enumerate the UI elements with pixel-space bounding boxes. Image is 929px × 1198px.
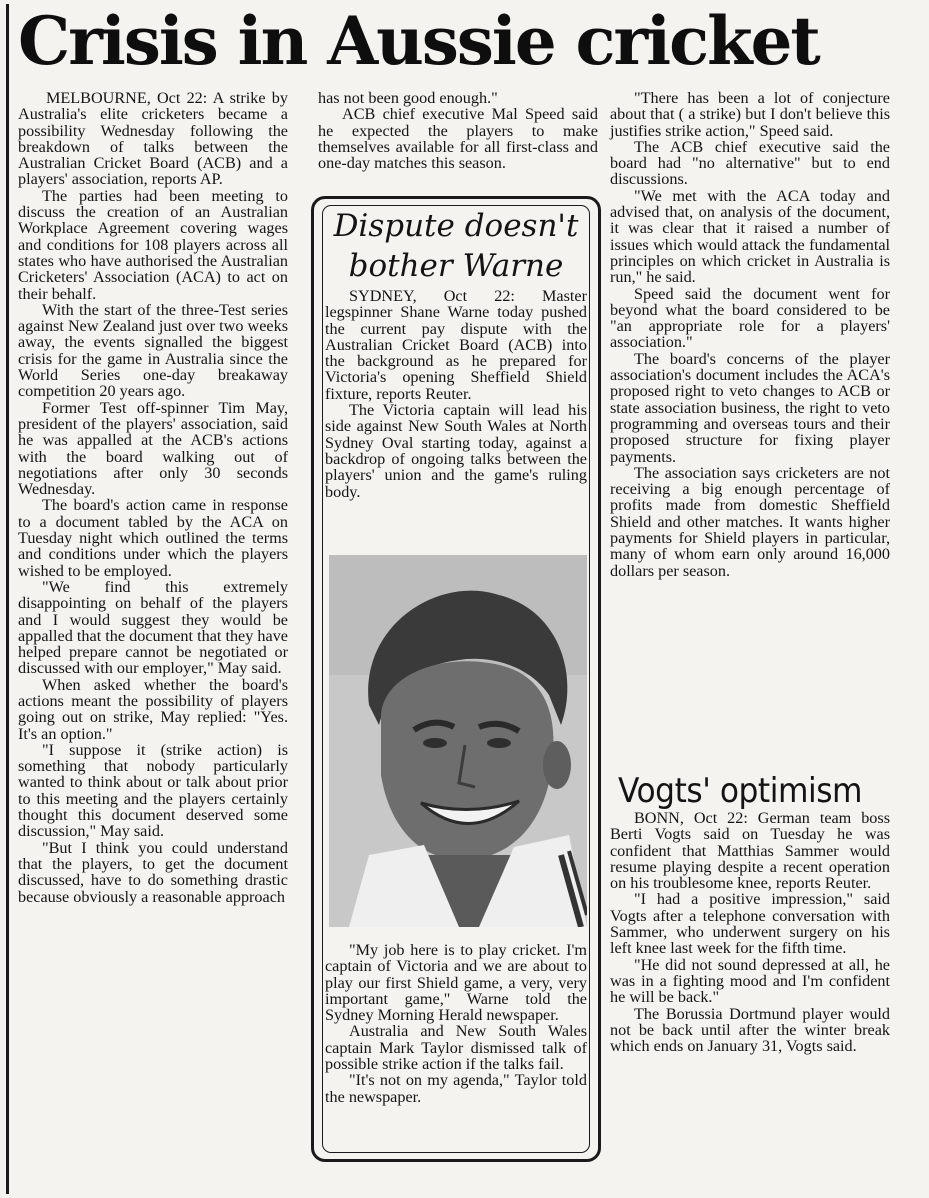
article-column-1 xyxy=(18,90,288,905)
paragraph: "He did not sound depressed at all, he was in a fighting mood and I'm confident he will be back." xyxy=(610,955,890,1007)
paragraph: The parties had been meeting to discuss the creation of an Australian Workplace Agreement covering wages and conditions for 108 players across all states who have authorised the Australian Cricketers' Association (ACA) to act on their behalf. xyxy=(18,186,288,303)
paragraph: With the start of the three-Test series against New Zealand just over two weeks away, the events signalled the biggest crisis for the game in Australia since the World Series one-day breakaway competition 20 years ago. xyxy=(18,300,288,401)
page-headline: Crisis in Aussie cricket xyxy=(18,2,819,80)
paragraph: The board's action came in response to a document tabled by the ACA on Tuesday night which outlined the terms and conditions under which the players wished to be employed. xyxy=(18,496,288,580)
warne-portrait-image xyxy=(329,555,587,927)
paragraph: The association says cricketers are not receiving a big enough percentage of profits made from domestic Sheffield Shield and other matches. It wants higher payments for Shield players in particular, many of whom earn only around 16,000 dollars per season. xyxy=(610,463,890,580)
paragraph: The board's concerns of the player association's document includes the ACA's proposed right to veto changes to ACB or state association business, the right to veto programming and overseas tours and their proposed structure for fixing player payments. xyxy=(610,349,890,466)
paragraph: "It's not on my agenda," Taylor told the newspaper. xyxy=(325,1071,587,1106)
paragraph: Former Test off-spinner Tim May, president of the players' association, said he was appalled at the ACB's actions with the board walking out of negotiations after only 30 seconds Wednesday. xyxy=(18,398,288,499)
paragraph: "My job here is to play cricket. I'm captain of Victoria and we are about to play our first Shield game, a very, very important game," Warne told the Sydney Morning Herald newspaper. xyxy=(325,941,587,1025)
sidebar-headline: Dispute doesn't bother Warne xyxy=(333,208,579,284)
vogts-headline: Vogts' optimism xyxy=(618,771,863,811)
vogts-article-body xyxy=(610,810,890,1054)
paragraph: Australia and New South Wales captain Mark Taylor dismissed talk of possible strike action if the talks fail. xyxy=(325,1022,587,1074)
paragraph: SYDNEY, Oct 22: Master legspinner Shane Warne today pushed the current pay dispute with the Australian Cricket Board (ACB) into the background as he prepared for Victoria's opening Sheffield Shield fixture, reports Reuter. xyxy=(325,287,587,403)
paragraph: "We find this extremely disappointing on behalf of the players and I would suggest they would be appalled that the document that they have helped prepare cannot be negotiated or discussed with our employer," May said. xyxy=(18,577,288,678)
paragraph: The Borussia Dortmund player would not be back until after the winter break which ends on January 31, Vogts said. xyxy=(610,1004,890,1056)
paragraph: "But I think you could understand that the players, to get the document discussed, have to do something drastic because obviously a reasonable approach xyxy=(18,838,288,906)
page-left-rule xyxy=(6,4,9,1194)
paragraph: ACB chief executive Mal Speed said he expected the players to make themselves available for all first-class and one-day matches this season. xyxy=(318,105,598,173)
paragraph: BONN, Oct 22: German team boss Berti Vogts said on Tuesday he was confident that Matthias Sammer would resume playing despite a recent operation on his troublesome knee, reports Reuter. xyxy=(610,809,890,893)
paragraph: MELBOURNE, Oct 22: A strike by Australia's elite cricketers became a possibility Wednesday following the breakdown of talks between the Australian Cricket Board (ACB) and a players' association, reports AP. xyxy=(18,89,288,189)
paragraph: The ACB chief executive said the board had "no alternative" but to end discussions. xyxy=(610,137,890,189)
sidebar-quote-text xyxy=(325,942,587,1105)
paragraph: Speed said the document went for beyond what the board considered to be "an appropriate role for a players' association." xyxy=(610,284,890,352)
paragraph: "I had a positive impression," said Vogts after a telephone conversation with Sammer, who underwent surgery on his left knee last week for the fifth time. xyxy=(610,890,890,958)
paragraph: "We met with the ACA today and advised that, on analysis of the document, it was clear that it raised a number of issues which would attack the fundamental principles on which cricket in Australia is run," he said. xyxy=(610,186,890,287)
paragraph: When asked whether the board's actions meant the possibility of players going out on strike, May replied: "Yes. It's an option." xyxy=(18,675,288,743)
sidebar-body xyxy=(325,288,587,500)
paragraph: "I suppose it (strike action) is something that nobody particularly wanted to think about or talk about prior to this meeting and the players certainly thought this document deserved some discussion," May said. xyxy=(18,740,288,841)
article-column-3 xyxy=(610,90,890,579)
warne-photo xyxy=(329,555,587,927)
paragraph: The Victoria captain will lead his side against New South Wales at North Sydney Oval starting today, against a backdrop of ongoing talks between the players' union and the game's ruling body. xyxy=(325,401,587,501)
paragraph: "There has been a lot of conjecture about that ( a strike) but I don't believe this justifies strike action," Speed said. xyxy=(610,89,890,140)
paragraph: has not been good enough." xyxy=(318,89,498,107)
article-column-2 xyxy=(318,90,598,171)
